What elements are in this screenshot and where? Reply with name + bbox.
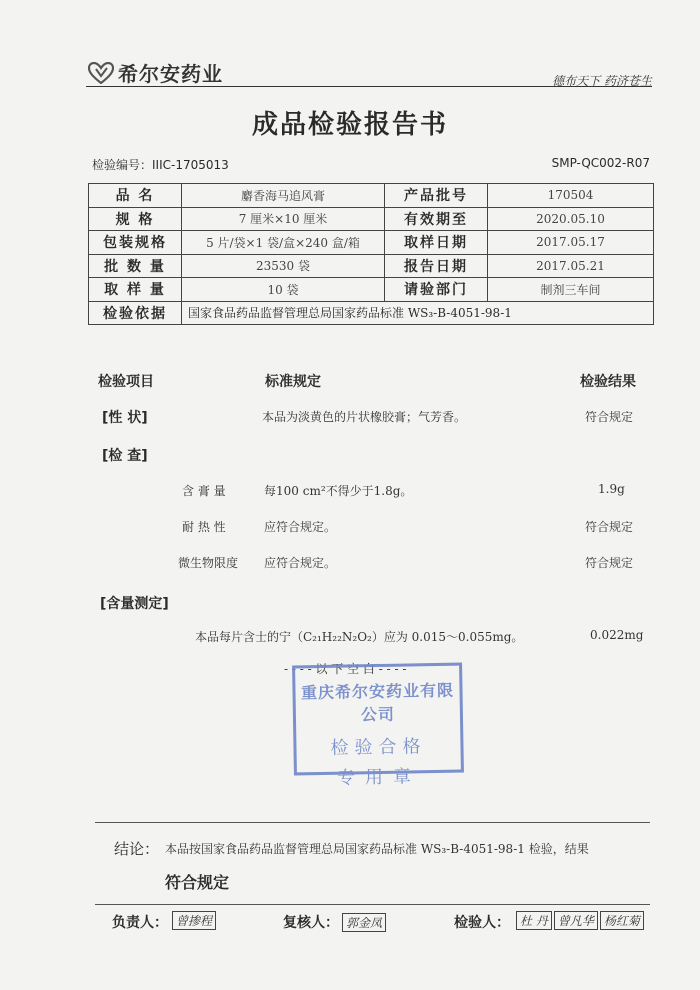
table-row bbox=[89, 184, 654, 208]
conclusion-label: 结论： bbox=[114, 840, 160, 858]
expiry-value: 2020.05.10 bbox=[488, 207, 654, 231]
form-code: SMP-QC002-R07 bbox=[551, 156, 650, 170]
content-result: 0.022mg bbox=[590, 628, 644, 642]
conclusion-divider bbox=[95, 822, 650, 823]
heat-item: 耐 热 性 bbox=[182, 520, 226, 534]
spec-label: 规 格 bbox=[89, 207, 182, 231]
pack-label: 包装规格 bbox=[89, 231, 182, 255]
sample-date-label: 取样日期 bbox=[385, 231, 488, 255]
table-row bbox=[89, 301, 654, 325]
quantity-value: 23530 袋 bbox=[182, 254, 385, 278]
micro-result: 符合规定 bbox=[585, 556, 634, 570]
conclusion-text: 本品按国家食品药品监督管理总局国家药品标准 WS₃-B-4051-98-1 检验，结果 bbox=[165, 842, 589, 856]
expiry-label: 有效期至 bbox=[385, 207, 488, 231]
spec-value: 7 厘米×10 厘米 bbox=[182, 207, 385, 231]
section-check: [检 查] bbox=[102, 448, 148, 464]
inspector-signatures bbox=[514, 910, 644, 930]
stamp-pass: 检验合格 bbox=[330, 736, 427, 759]
signature-divider bbox=[95, 904, 650, 905]
responsible-signature bbox=[170, 910, 216, 930]
dept-value: 制剂三车间 bbox=[488, 278, 654, 302]
table-row bbox=[89, 207, 654, 231]
product-name-label: 品 名 bbox=[89, 184, 182, 208]
batch-label: 产品批号 bbox=[385, 184, 488, 208]
inspector-label: 检验人： bbox=[454, 915, 510, 931]
dept-label: 请验部门 bbox=[385, 278, 488, 302]
micro-standard: 应符合规定。 bbox=[264, 556, 337, 570]
heat-result: 符合规定 bbox=[585, 520, 634, 534]
heat-standard: 应符合规定。 bbox=[264, 520, 337, 534]
cream-standard: 每100 cm²不得少于1.8g。 bbox=[264, 484, 413, 498]
report-date-value: 2017.05.21 bbox=[488, 254, 654, 278]
inspector-name: 杨红菊 bbox=[600, 911, 644, 930]
stamp-seal: 专用章 bbox=[336, 766, 422, 789]
column-item: 检验项目 bbox=[98, 374, 154, 390]
basis-value: 国家食品药品监督管理总局国家药品标准 WS₃-B-4051-98-1 bbox=[182, 301, 654, 325]
reviewer-name: 郭金凤 bbox=[342, 913, 386, 932]
product-name-value: 麝香海马追风膏 bbox=[182, 184, 385, 208]
table-row bbox=[89, 231, 654, 255]
section-content: [含量测定] bbox=[100, 596, 169, 612]
product-info-table bbox=[88, 183, 654, 325]
heart-leaf-icon bbox=[88, 62, 114, 84]
sample-date-value: 2017.05.17 bbox=[488, 231, 654, 255]
table-row bbox=[89, 254, 654, 278]
document-title: 成品检验报告书 bbox=[251, 110, 448, 140]
appearance-standard: 本品为淡黄色的片状橡胶膏；气芳香。 bbox=[262, 410, 467, 424]
inspector-name: 曾凡华 bbox=[554, 911, 598, 930]
inspector-name: 杜 丹 bbox=[516, 911, 552, 930]
conclusion-verdict: 符合规定 bbox=[165, 873, 230, 892]
cream-item: 含 膏 量 bbox=[182, 484, 226, 498]
column-result: 检验结果 bbox=[580, 374, 636, 390]
pack-value: 5 片/袋×1 袋/盒×240 盒/箱 bbox=[182, 231, 385, 255]
responsible-label: 负责人： bbox=[112, 915, 168, 931]
blank-line-marker: - - - - 以 下 空 白 - - - - bbox=[284, 662, 407, 676]
table-row bbox=[89, 278, 654, 302]
responsible-name: 曾掺程 bbox=[172, 911, 216, 930]
report-date-label: 报告日期 bbox=[385, 254, 488, 278]
header-rule bbox=[86, 86, 652, 87]
cream-result: 1.9g bbox=[598, 482, 625, 496]
sample-qty-label: 取 样 量 bbox=[89, 278, 182, 302]
batch-value: 170504 bbox=[488, 184, 654, 208]
basis-label: 检验依据 bbox=[89, 301, 182, 325]
content-standard: 本品每片含士的宁（C₂₁H₂₂N₂O₂）应为 0.015～0.055mg。 bbox=[195, 630, 524, 644]
section-appearance: [性 状] bbox=[102, 410, 148, 426]
report-number: 检验编号：IIIC-1705013 bbox=[92, 158, 229, 172]
micro-item: 微生物限度 bbox=[178, 556, 239, 570]
reviewer-label: 复核人： bbox=[283, 915, 339, 931]
company-logo bbox=[88, 58, 223, 87]
column-standard: 标准规定 bbox=[265, 374, 321, 390]
company-slogan: 德布天下 药济苍生 bbox=[552, 74, 652, 88]
appearance-result: 符合规定 bbox=[585, 410, 634, 424]
quantity-label: 批 数 量 bbox=[89, 254, 182, 278]
reviewer-signature bbox=[340, 912, 386, 932]
sample-qty-value: 10 袋 bbox=[182, 278, 385, 302]
stamp-company: 重庆希尔安药业有限公司 bbox=[300, 680, 455, 725]
company-name: 希尔安药业 bbox=[118, 62, 223, 86]
inspection-stamp bbox=[292, 663, 464, 789]
